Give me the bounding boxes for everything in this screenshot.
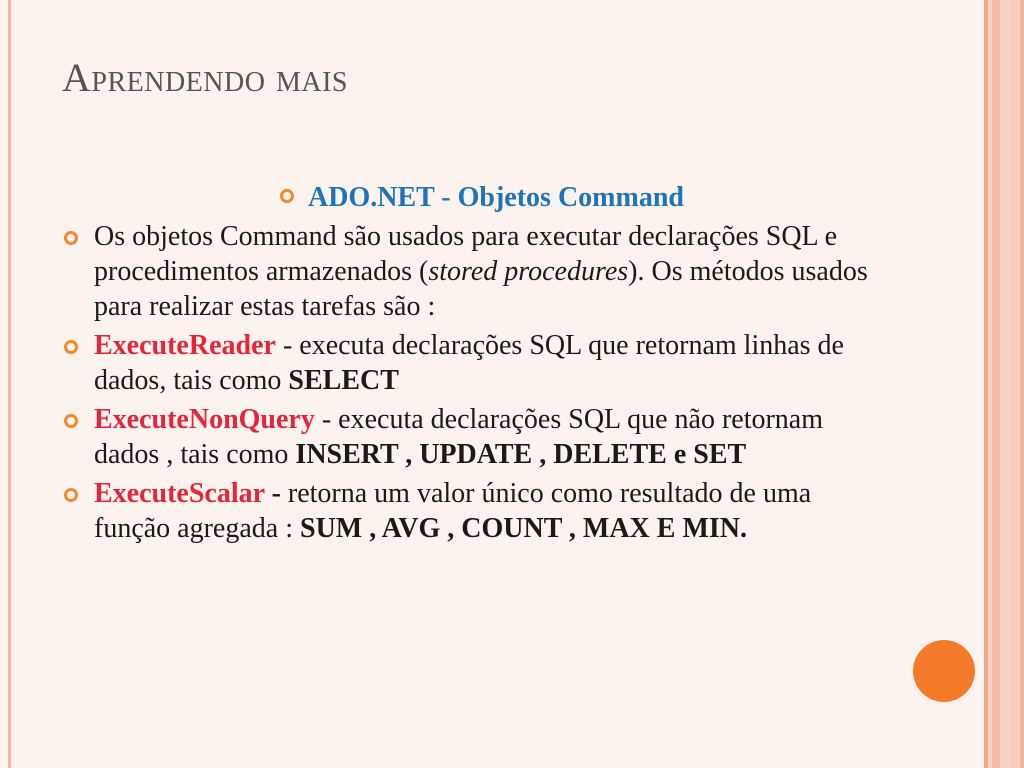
list-item-executereader (62, 328, 872, 398)
right-stripe-3 (1004, 0, 1007, 768)
slide-content (62, 180, 872, 550)
intro-text-2: ). Os métodos usados para realizar estas tarefas são : (94, 256, 868, 322)
sql-keywords-executenonquery: INSERT , UPDATE , DELETE e SET (295, 439, 747, 470)
bullet-icon (64, 340, 78, 354)
method-desc-executereader: - executa declarações SQL que retornam linhas de dados, tais como (94, 330, 844, 396)
method-desc-executenonquery: - executa declarações SQL que não retornam dados , tais como (94, 404, 824, 470)
left-border-decoration (0, 0, 14, 768)
intro-text-1: Os objetos Command são usados para executar declarações SQL e procedimentos armazenados ( (94, 221, 838, 287)
right-stripe-5 (1020, 0, 1024, 768)
orange-filled-circle-icon (913, 640, 975, 702)
bullet-icon (64, 414, 78, 428)
right-stripe-4 (1010, 0, 1018, 768)
slide-title: Aprendendo mais (62, 55, 348, 100)
bullet-icon (64, 231, 78, 245)
bullet-icon (280, 189, 294, 203)
subheading-text: ADO.NET - Objetos Command (308, 182, 684, 213)
list-item-intro (62, 219, 872, 324)
separator-executescalar: - (264, 478, 288, 509)
method-name-executenonquery: ExecuteNonQuery (94, 404, 315, 435)
list-item-executenonquery (62, 402, 872, 472)
method-name-executereader: ExecuteReader (94, 330, 276, 361)
bullet-icon (64, 488, 78, 502)
sql-keywords-executescalar: SUM , AVG , COUNT , MAX E MIN. (300, 513, 747, 544)
subheading (62, 180, 872, 215)
right-stripe-2 (992, 0, 1000, 768)
method-desc-executescalar: retorna um valor único como resultado de uma função agregada : (94, 478, 812, 544)
method-name-executescalar: ExecuteScalar (94, 478, 265, 509)
list-item-executescalar (62, 476, 872, 546)
intro-italic: stored procedures (428, 256, 629, 287)
sql-keywords-executereader: SELECT (288, 365, 399, 396)
right-stripe-1 (984, 0, 988, 768)
